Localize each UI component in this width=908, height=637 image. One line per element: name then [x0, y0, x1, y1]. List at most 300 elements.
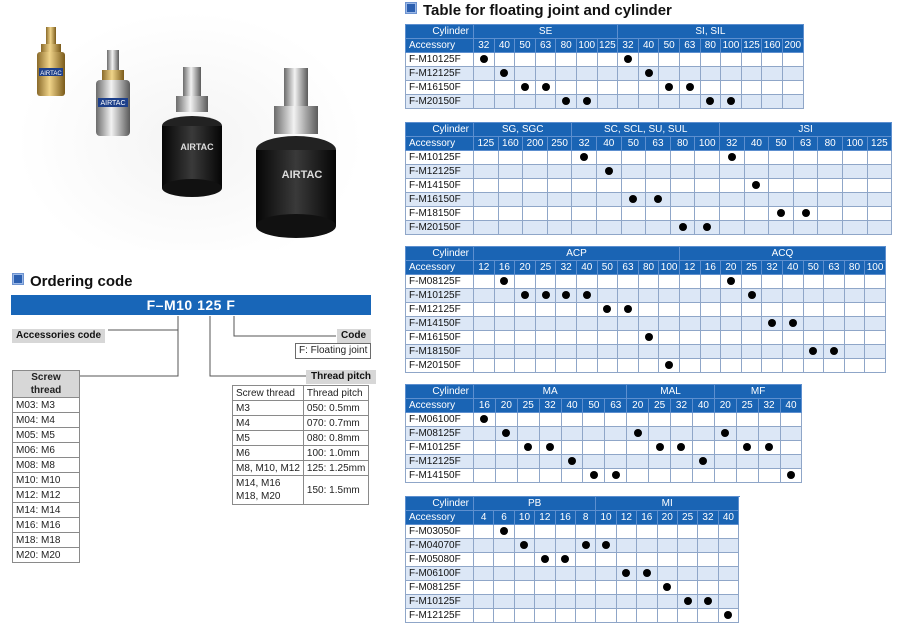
compatible-dot-icon — [580, 153, 588, 161]
compat-cell — [495, 441, 517, 455]
compat-cell — [597, 317, 618, 331]
table-row — [406, 303, 886, 317]
compat-cell — [692, 455, 714, 469]
compat-cell — [535, 553, 555, 567]
compat-cell — [637, 595, 657, 609]
compat-cell — [583, 469, 605, 483]
compat-cell — [818, 179, 843, 193]
bore-size: 80 — [700, 39, 721, 53]
compat-cell — [657, 553, 677, 567]
compat-cell — [618, 331, 639, 345]
accessory-code: F-M16150F — [406, 331, 474, 345]
compat-cell — [741, 289, 762, 303]
bore-size: 63 — [535, 39, 556, 53]
svg-text:AIRTAC: AIRTAC — [40, 71, 62, 77]
compat-cell — [618, 81, 639, 95]
table-row — [406, 455, 802, 469]
compat-cell — [741, 345, 762, 359]
compat-cell — [474, 207, 499, 221]
bore-size: 40 — [718, 511, 738, 525]
bore-size: 25 — [535, 261, 556, 275]
accessory-code: F-M12125F — [406, 303, 474, 317]
screw-thread-table — [12, 370, 80, 563]
compat-cell — [718, 525, 738, 539]
screw-thread-header: Screw thread — [13, 371, 80, 398]
compat-cell — [721, 53, 742, 67]
compat-cell — [535, 53, 556, 67]
bore-size: 16 — [555, 511, 575, 525]
table-row — [406, 427, 802, 441]
compat-cell — [539, 413, 561, 427]
compatible-dot-icon — [665, 83, 673, 91]
screw-thread-row: M08: M8 — [13, 458, 80, 473]
bore-size: 32 — [618, 39, 639, 53]
ordering-code-title: Ordering code — [12, 273, 133, 290]
bore-size: 16 — [494, 261, 515, 275]
compatible-dot-icon — [480, 415, 488, 423]
compat-cell — [539, 441, 561, 455]
compat-cell — [583, 441, 605, 455]
compat-cell — [865, 359, 886, 373]
compat-cell — [494, 525, 514, 539]
compat-cell — [597, 95, 618, 109]
compat-cell — [576, 81, 597, 95]
compatible-dot-icon — [634, 429, 642, 437]
table-row — [406, 165, 892, 179]
compat-cell — [474, 413, 496, 427]
compat-cell — [547, 193, 572, 207]
compat-cell — [741, 275, 762, 289]
cylinder-group-jsi: JSI — [720, 123, 892, 137]
compat-cell — [627, 427, 649, 441]
compat-cell — [698, 609, 718, 623]
compat-cell — [842, 207, 867, 221]
compat-cell — [736, 441, 758, 455]
compat-cell — [758, 469, 780, 483]
compatible-dot-icon — [562, 291, 570, 299]
compat-cell — [556, 95, 577, 109]
compat-cell — [494, 275, 515, 289]
accessory-code: F-M06100F — [406, 567, 474, 581]
compat-cell — [782, 359, 803, 373]
bore-size: 80 — [670, 137, 695, 151]
compat-cell — [474, 221, 499, 235]
bore-size: 100 — [578, 39, 596, 51]
compat-cell — [698, 595, 718, 609]
compat-cell — [793, 221, 818, 235]
compat-cell — [638, 359, 659, 373]
compat-cell — [867, 179, 892, 193]
compat-cell — [575, 609, 595, 623]
bore-size: 32 — [539, 399, 561, 413]
compat-cell — [714, 427, 736, 441]
compat-cell — [824, 359, 845, 373]
accessory-code: F-M20150F — [406, 221, 474, 235]
accessory-code: F-M14150F — [406, 317, 474, 331]
compat-cell — [714, 469, 736, 483]
screw-thread-row: M03: M3 — [13, 398, 80, 413]
compat-cell — [495, 469, 517, 483]
compat-cell — [627, 441, 649, 455]
accessory-code: F-M04070F — [406, 539, 474, 553]
compat-cell — [637, 581, 657, 595]
bore-size: 100 — [722, 39, 740, 51]
compat-cell — [741, 331, 762, 345]
compat-cell — [597, 275, 618, 289]
compatible-dot-icon — [622, 569, 630, 577]
compat-cell — [720, 179, 745, 193]
compat-cell — [616, 525, 636, 539]
compat-cell — [721, 331, 742, 345]
compat-cell — [769, 179, 794, 193]
compat-cell — [818, 207, 843, 221]
pitch-value-cell: 125: 1.25mm — [303, 461, 368, 476]
compat-cell — [618, 359, 639, 373]
compat-cell — [535, 275, 556, 289]
compat-cell — [721, 289, 742, 303]
compat-cell — [721, 67, 742, 81]
compat-cell — [867, 165, 892, 179]
bore-size: 32 — [556, 261, 577, 275]
compat-cell — [605, 455, 627, 469]
compat-cell — [671, 413, 693, 427]
compat-cell — [561, 455, 583, 469]
compat-cell — [762, 95, 783, 109]
code-value: F: Floating joint — [295, 343, 371, 359]
compat-cell — [695, 179, 720, 193]
compatible-dot-icon — [789, 319, 797, 327]
compat-cell — [842, 151, 867, 165]
compatible-dot-icon — [542, 83, 550, 91]
compat-cell — [556, 331, 577, 345]
compat-cell — [657, 609, 677, 623]
bore-size: 6 — [494, 511, 514, 525]
compat-cell — [659, 95, 680, 109]
bore-size: 12 — [616, 511, 636, 525]
compat-cell — [695, 165, 720, 179]
accessory-label: Accessory — [406, 261, 474, 275]
compat-cell — [583, 455, 605, 469]
compat-cell — [769, 165, 794, 179]
compat-cell — [494, 289, 515, 303]
cylinder-group-sg-sgc: SG, SGC — [474, 123, 572, 137]
compat-cell — [535, 303, 556, 317]
compat-cell — [514, 567, 534, 581]
pitch-value-cell: 080: 0.8mm — [303, 431, 368, 446]
compat-cell — [721, 317, 742, 331]
compat-cell — [780, 427, 802, 441]
compat-cell — [758, 413, 780, 427]
accessories-code-label: Accessories code — [12, 329, 105, 343]
compatible-dot-icon — [542, 291, 550, 299]
compat-cell — [744, 193, 769, 207]
svg-text:AIRTAC: AIRTAC — [180, 142, 214, 152]
compat-cell — [576, 359, 597, 373]
compat-cell — [596, 193, 621, 207]
compat-cell — [758, 441, 780, 455]
compat-cell — [677, 595, 697, 609]
accessory-label: Accessory — [406, 511, 474, 525]
table-row — [406, 151, 892, 165]
table-row — [406, 67, 804, 81]
compat-cell — [627, 455, 649, 469]
compat-cell — [736, 455, 758, 469]
compat-cell — [721, 95, 742, 109]
compat-cell — [782, 67, 803, 81]
compat-cell — [572, 165, 597, 179]
compat-cell — [474, 359, 495, 373]
compat-cell — [657, 539, 677, 553]
compat-cell — [556, 345, 577, 359]
compat-cell — [844, 359, 865, 373]
bore-size: 125 — [743, 39, 760, 51]
compatible-dot-icon — [624, 55, 632, 63]
compat-cell — [515, 81, 536, 95]
compat-cell — [474, 53, 495, 67]
compat-cell — [698, 581, 718, 595]
thread-pitch-row — [233, 431, 369, 446]
compat-cell — [744, 179, 769, 193]
accessory-code: F-M10125F — [406, 53, 474, 67]
compat-cell — [517, 441, 539, 455]
compat-cell — [605, 427, 627, 441]
compat-cell — [659, 345, 680, 359]
cylinder-group-si-sil: SI, SIL — [618, 25, 803, 39]
bore-size: 32 — [671, 399, 693, 413]
compat-cell — [474, 345, 495, 359]
screw-thread-row: M05: M5 — [13, 428, 80, 443]
compat-cell — [700, 53, 721, 67]
compat-cell — [762, 275, 783, 289]
bore-size: 32 — [572, 137, 597, 151]
compatible-dot-icon — [686, 83, 694, 91]
compat-cell — [555, 609, 575, 623]
compat-cell — [721, 303, 742, 317]
compat-cell — [555, 539, 575, 553]
compat-cell — [721, 81, 742, 95]
compat-cell — [638, 95, 659, 109]
compat-cell — [515, 289, 536, 303]
compat-table-3 — [405, 246, 886, 373]
accessory-code: F-M10125F — [406, 289, 474, 303]
compat-cell — [494, 303, 515, 317]
compat-cell — [535, 317, 556, 331]
compat-cell — [561, 427, 583, 441]
screw-thread-row: M20: M20 — [13, 548, 80, 563]
compat-cell — [572, 179, 597, 193]
compat-cell — [583, 427, 605, 441]
compat-cell — [576, 67, 597, 81]
compat-cell — [769, 207, 794, 221]
table-row — [406, 317, 886, 331]
compatible-dot-icon — [830, 347, 838, 355]
compat-cell — [523, 165, 548, 179]
compat-cell — [474, 81, 495, 95]
compat-cell — [782, 331, 803, 345]
compat-cell — [498, 221, 523, 235]
accessory-code: F-M08125F — [406, 581, 474, 595]
compatible-dot-icon — [663, 583, 671, 591]
code-label: Code — [337, 329, 371, 343]
compat-cell — [824, 345, 845, 359]
compat-cell — [575, 567, 595, 581]
accessory-code: F-M08125F — [406, 275, 474, 289]
compat-cell — [700, 303, 721, 317]
compat-cell — [637, 567, 657, 581]
accessory-code: F-M14150F — [406, 179, 474, 193]
compat-cell — [721, 345, 742, 359]
bore-size: 200 — [523, 137, 548, 151]
compat-cell — [597, 331, 618, 345]
compat-cell — [842, 165, 867, 179]
compat-cell — [556, 289, 577, 303]
compat-cell — [844, 303, 865, 317]
bore-size: 80 — [638, 261, 659, 275]
compat-cell — [824, 331, 845, 345]
compat-cell — [762, 67, 783, 81]
compat-cell — [700, 289, 721, 303]
compat-cell — [494, 95, 515, 109]
compatible-dot-icon — [809, 347, 817, 355]
compat-cell — [718, 539, 738, 553]
compat-cell — [671, 455, 693, 469]
compatible-dot-icon — [699, 457, 707, 465]
compat-cell — [865, 345, 886, 359]
compat-cell — [714, 413, 736, 427]
compat-cell — [596, 525, 616, 539]
compat-cell — [621, 207, 646, 221]
compat-cell — [695, 193, 720, 207]
thread-pitch-row — [233, 476, 369, 505]
compat-cell — [638, 317, 659, 331]
compatible-dot-icon — [684, 597, 692, 605]
compat-cell — [638, 67, 659, 81]
compatible-dot-icon — [562, 97, 570, 105]
compat-cell — [718, 581, 738, 595]
compat-cell — [824, 317, 845, 331]
compat-cell — [762, 359, 783, 373]
pitch-col-pitch: Thread pitch — [303, 386, 368, 401]
compat-cell — [576, 53, 597, 67]
compat-cell — [514, 525, 534, 539]
compat-cell — [474, 539, 494, 553]
compat-cell — [498, 193, 523, 207]
screw-thread-row: M04: M4 — [13, 413, 80, 428]
bore-size: 200 — [784, 39, 802, 51]
cylinder-group-mal: MAL — [627, 385, 715, 399]
compat-cell — [780, 441, 802, 455]
compat-cell — [515, 317, 536, 331]
table-row — [406, 207, 892, 221]
compat-cell — [494, 553, 514, 567]
bore-size: 16 — [474, 399, 496, 413]
table-row — [406, 81, 804, 95]
compat-cell — [671, 469, 693, 483]
compat-cell — [556, 53, 577, 67]
compatible-dot-icon — [605, 167, 613, 175]
bore-size: 32 — [758, 399, 780, 413]
compat-cell — [474, 165, 499, 179]
compat-cell — [818, 193, 843, 207]
compatible-dot-icon — [521, 83, 529, 91]
compat-cell — [782, 275, 803, 289]
compat-cell — [803, 303, 824, 317]
screw-thread-row: M06: M6 — [13, 443, 80, 458]
compat-cell — [618, 275, 639, 289]
bore-size: 32 — [762, 261, 783, 275]
compatible-dot-icon — [665, 361, 673, 369]
page-title: Table for floating joint and cylinder — [405, 2, 672, 19]
compat-cell — [556, 67, 577, 81]
compatible-dot-icon — [624, 305, 632, 313]
compat-cell — [556, 317, 577, 331]
compat-cell — [495, 413, 517, 427]
compat-cell — [844, 289, 865, 303]
compat-cell — [695, 221, 720, 235]
table-row — [406, 413, 802, 427]
compat-cell — [494, 67, 515, 81]
compat-cell — [535, 95, 556, 109]
bore-size: 50 — [515, 39, 536, 53]
compat-cell — [539, 455, 561, 469]
compat-cell — [793, 151, 818, 165]
compatible-dot-icon — [524, 443, 532, 451]
compat-cell — [596, 595, 616, 609]
compat-cell — [616, 567, 636, 581]
compat-cell — [618, 95, 639, 109]
compat-cell — [494, 567, 514, 581]
compat-cell — [762, 53, 783, 67]
bore-size: 20 — [721, 261, 742, 275]
accessory-code: F-M16150F — [406, 193, 474, 207]
accessory-label: Accessory — [406, 39, 474, 53]
bore-size: 12 — [474, 261, 495, 275]
thread-pitch-table — [232, 385, 369, 505]
compat-cell — [539, 469, 561, 483]
compat-cell — [575, 595, 595, 609]
compat-cell — [498, 151, 523, 165]
table-row — [406, 469, 802, 483]
compat-cell — [621, 193, 646, 207]
compat-cell — [474, 567, 494, 581]
compatible-dot-icon — [583, 291, 591, 299]
compat-cell — [803, 317, 824, 331]
compat-cell — [576, 331, 597, 345]
compat-cell — [621, 151, 646, 165]
compat-cell — [616, 595, 636, 609]
compat-cell — [782, 289, 803, 303]
table-row — [406, 359, 886, 373]
compat-cell — [474, 455, 496, 469]
compat-cell — [474, 95, 495, 109]
compat-cell — [498, 207, 523, 221]
compat-cell — [824, 275, 845, 289]
compat-cell — [596, 179, 621, 193]
bore-size: 25 — [649, 399, 671, 413]
compat-cell — [474, 317, 495, 331]
bore-size: 160 — [763, 39, 781, 51]
compat-cell — [474, 179, 499, 193]
compat-cell — [659, 289, 680, 303]
compat-cell — [596, 207, 621, 221]
compat-cell — [659, 275, 680, 289]
compatible-dot-icon — [752, 181, 760, 189]
compat-cell — [572, 193, 597, 207]
compat-cell — [677, 567, 697, 581]
pitch-col-screw: Screw thread — [233, 386, 304, 401]
compat-cell — [638, 275, 659, 289]
bore-size: 32 — [720, 137, 745, 151]
